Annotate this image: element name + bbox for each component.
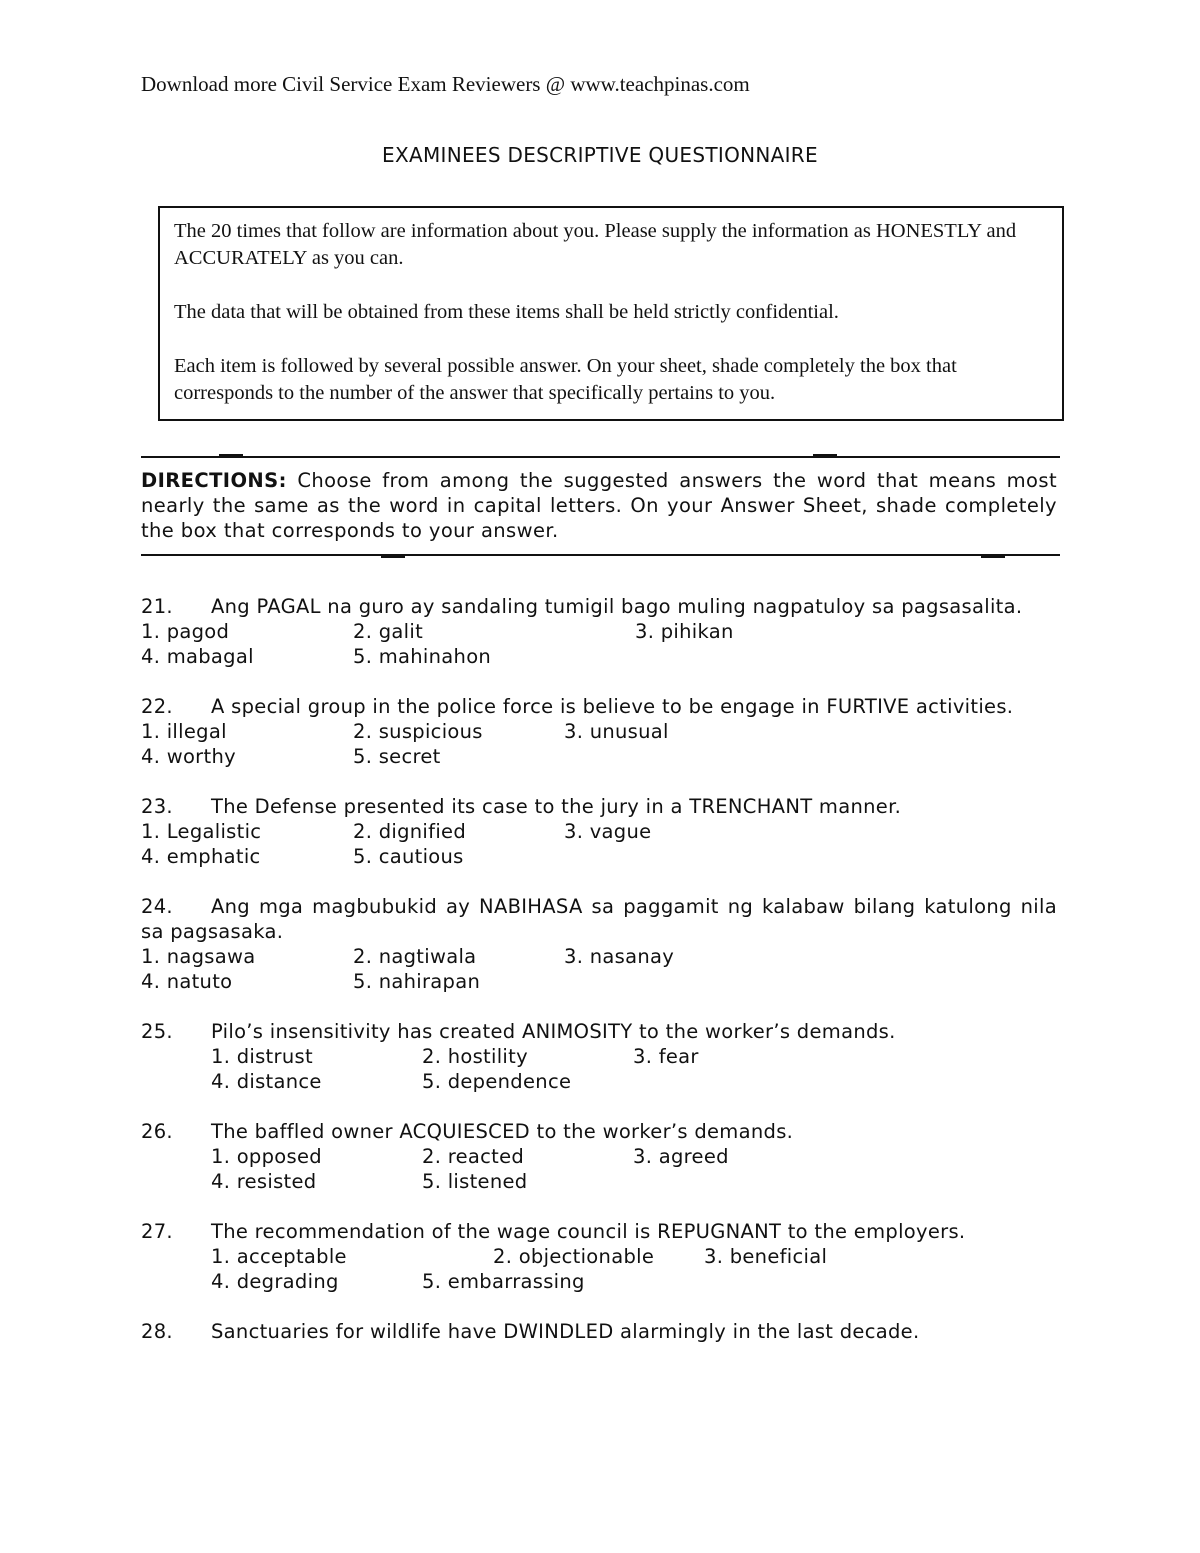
question-stem — [141, 1119, 1057, 1144]
answer-option: 1. pagod — [141, 620, 230, 643]
answer-option: 2. suspicious — [353, 720, 483, 743]
answer-option: 4. distance — [211, 1070, 322, 1093]
answer-option: 1. nagsawa — [141, 945, 256, 968]
directions-top-rule — [141, 456, 1060, 458]
question-list — [141, 594, 1057, 1369]
question-text: Pilo’s insensitivity has created ANIMOSITY to the worker’s demands. — [211, 1020, 896, 1043]
question-number: 22. — [141, 695, 173, 718]
answer-option: 1. illegal — [141, 720, 227, 743]
answer-row — [141, 619, 1057, 644]
question-text: Sanctuaries for wildlife have DWINDLED alarmingly in the last decade. — [211, 1320, 920, 1343]
question-number: 24. — [141, 895, 173, 918]
question-item-25 — [141, 1019, 1057, 1094]
answer-option: 3. nasanay — [564, 945, 675, 968]
answer-option: 2. reacted — [422, 1145, 525, 1168]
answer-row — [141, 1144, 1057, 1169]
question-stem — [141, 1219, 1057, 1244]
answer-option: 5. nahirapan — [353, 970, 481, 993]
question-stem — [141, 694, 1057, 719]
question-text: Ang PAGAL na guro ay sandaling tumigil bago muling nagpatuloy sa pagsasalita. — [211, 595, 1023, 618]
instructions-paragraph-3: Each item is followed by several possible answer. On your sheet, shade completely the box that corresponds to the number of the answer that specifically pertains to you. — [174, 355, 957, 404]
answer-row — [141, 944, 1057, 969]
question-text: The baffled owner ACQUIESCED to the worker’s demands. — [211, 1120, 794, 1143]
answer-option: 1. acceptable — [211, 1245, 347, 1268]
question-text: Ang mga magbubukid ay NABIHASA sa paggamit ng kalabaw bilang katulong nila sa pagsasaka. — [141, 895, 1057, 943]
question-text: The recommendation of the wage council is REPUGNANT to the employers. — [211, 1220, 966, 1243]
answer-option: 1. distrust — [211, 1045, 313, 1068]
question-item-22 — [141, 694, 1057, 769]
answer-row — [141, 844, 1057, 869]
instructions-paragraph-1: The 20 times that follow are information about you. Please supply the information as HONESTLY and ACCURATELY as you can. — [174, 220, 1017, 269]
question-item-26 — [141, 1119, 1057, 1194]
answer-option: 3. vague — [564, 820, 652, 843]
question-stem — [141, 794, 1057, 819]
answer-option: 4. worthy — [141, 745, 236, 768]
question-text: A special group in the police force is believe to be engage in FURTIVE activities. — [211, 695, 1014, 718]
answer-row — [141, 1269, 1057, 1294]
answer-row — [141, 719, 1057, 744]
answer-option: 5. embarrassing — [422, 1270, 585, 1293]
question-number: 25. — [141, 1020, 173, 1043]
question-number: 27. — [141, 1220, 173, 1243]
answer-option: 2. dignified — [353, 820, 467, 843]
answer-row — [141, 969, 1057, 994]
instructions-box — [158, 206, 1064, 421]
answer-option: 4. mabagal — [141, 645, 254, 668]
page-title: EXAMINEES DESCRIPTIVE QUESTIONNAIRE — [382, 143, 818, 167]
question-number: 26. — [141, 1120, 173, 1143]
answer-option: 5. dependence — [422, 1070, 572, 1093]
question-text: The Defense presented its case to the jury in a TRENCHANT manner. — [211, 795, 902, 818]
directions-label: DIRECTIONS: — [141, 469, 287, 492]
question-item-21 — [141, 594, 1057, 669]
question-item-24 — [141, 894, 1057, 994]
answer-option: 5. secret — [353, 745, 441, 768]
answer-option: 2. hostility — [422, 1045, 528, 1068]
directions-block — [141, 468, 1057, 543]
question-number: 28. — [141, 1320, 173, 1343]
question-stem — [141, 894, 1057, 944]
answer-option: 3. fear — [633, 1045, 699, 1068]
answer-row — [141, 1244, 1057, 1269]
answer-option: 4. resisted — [211, 1170, 317, 1193]
question-item-28 — [141, 1319, 1057, 1344]
answer-option: 5. listened — [422, 1170, 528, 1193]
answer-option: 4. natuto — [141, 970, 233, 993]
answer-option: 3. beneficial — [704, 1245, 828, 1268]
directions-text: Choose from among the suggested answers the word that means most nearly the same as the word in capital letters. On your Answer Sheet, shade completely the box that corresponds to your answer. — [141, 469, 1057, 542]
answer-row — [141, 819, 1057, 844]
question-item-27 — [141, 1219, 1057, 1294]
directions-bottom-rule — [141, 554, 1060, 556]
answer-option: 1. Legalistic — [141, 820, 262, 843]
answer-option: 5. cautious — [353, 845, 464, 868]
answer-row — [141, 1044, 1057, 1069]
answer-option: 3. unusual — [564, 720, 669, 743]
question-stem — [141, 594, 1057, 619]
answer-option: 2. nagtiwala — [353, 945, 477, 968]
answer-option: 2. objectionable — [493, 1245, 655, 1268]
answer-row — [141, 644, 1057, 669]
answer-option: 4. degrading — [211, 1270, 339, 1293]
answer-row — [141, 1169, 1057, 1194]
instructions-paragraph-2: The data that will be obtained from these items shall be held strictly confidential. — [174, 301, 839, 323]
answer-option: 1. opposed — [211, 1145, 322, 1168]
question-number: 21. — [141, 595, 173, 618]
header-download-note: Download more Civil Service Exam Reviewers @ www.teachpinas.com — [141, 72, 750, 96]
question-stem — [141, 1319, 1057, 1344]
answer-row — [141, 1069, 1057, 1094]
answer-option: 3. pihikan — [635, 620, 734, 643]
question-stem — [141, 1019, 1057, 1044]
answer-row — [141, 744, 1057, 769]
answer-option: 4. emphatic — [141, 845, 261, 868]
answer-option: 5. mahinahon — [353, 645, 492, 668]
answer-option: 2. galit — [353, 620, 424, 643]
question-item-23 — [141, 794, 1057, 869]
answer-option: 3. agreed — [633, 1145, 729, 1168]
question-number: 23. — [141, 795, 173, 818]
